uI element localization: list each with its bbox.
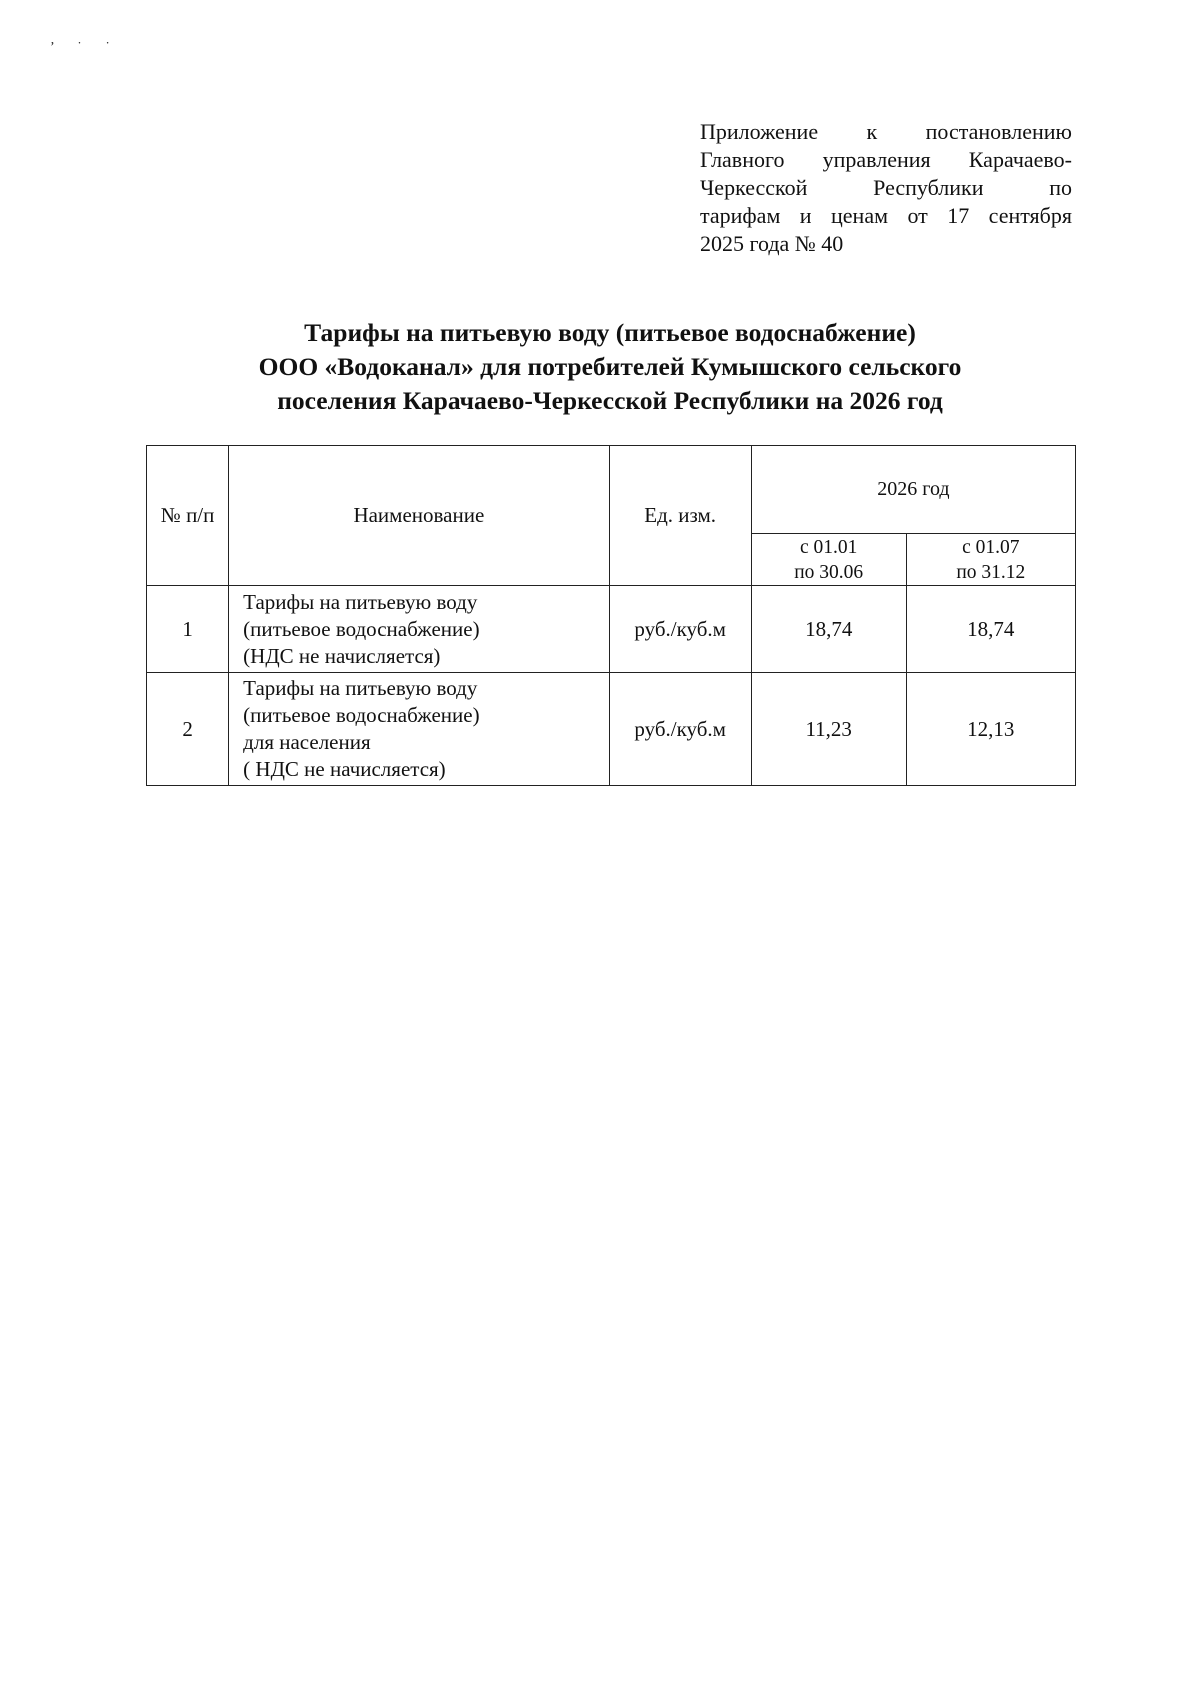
row-value-period-1: 18,74 (751, 586, 906, 673)
appendix-line: Черкесской Республики по (700, 175, 1072, 200)
row-name-line: (питьевое водоснабжение) (243, 616, 480, 641)
row-value-period-2: 18,74 (906, 586, 1075, 673)
row-num: 2 (147, 673, 229, 786)
row-unit: руб./куб.м (609, 673, 751, 786)
table-row (147, 586, 1076, 673)
scan-marks: ’ ˙ ˙ (50, 40, 120, 55)
header-period-1-line: с 01.01 (800, 536, 858, 558)
header-period-2 (906, 534, 1075, 586)
tariff-table (146, 445, 1076, 786)
appendix-line: Приложение к постановлению (700, 119, 1072, 144)
title-line: ООО «Водоканал» для потребителей Кумышского сельского (258, 352, 962, 381)
header-period-1-line: по 30.06 (794, 561, 864, 583)
row-value-period-2: 12,13 (906, 673, 1075, 786)
row-name-line: (НДС не начисляется) (243, 643, 441, 668)
header-name: Наименование (229, 446, 609, 586)
table-row (147, 673, 1076, 786)
header-period-1 (751, 534, 906, 586)
table-header-row (147, 446, 1076, 534)
row-name-line: (питьевое водоснабжение) (243, 703, 480, 727)
appendix-line: Главного управления Карачаево- (700, 147, 1072, 172)
header-year: 2026 год (751, 446, 1075, 534)
title-line: поселения Карачаево-Черкесской Республики на 2026 год (277, 386, 943, 415)
row-num: 1 (147, 586, 229, 673)
header-unit: Ед. изм. (609, 446, 751, 586)
row-name (229, 586, 609, 673)
row-name-line: для населения (243, 730, 371, 754)
appendix-line: 2025 года № 40 (700, 231, 844, 256)
row-name-line: ( НДС не начисляется) (243, 757, 446, 781)
header-num: № п/п (147, 446, 229, 586)
title-line: Тарифы на питьевую воду (питьевое водоснабжение) (304, 318, 916, 347)
header-period-2-line: с 01.07 (962, 536, 1020, 558)
header-period-2-line: по 31.12 (956, 561, 1026, 583)
appendix-note (700, 118, 1072, 258)
row-unit: руб./куб.м (609, 586, 751, 673)
appendix-line: тарифам и ценам от 17 сентября (700, 203, 1072, 228)
row-name-line: Тарифы на питьевую воду (243, 589, 478, 614)
row-name (229, 673, 609, 786)
document-title (150, 316, 1070, 418)
row-name-line: Тарифы на питьевую воду (243, 676, 478, 700)
row-value-period-1: 11,23 (751, 673, 906, 786)
